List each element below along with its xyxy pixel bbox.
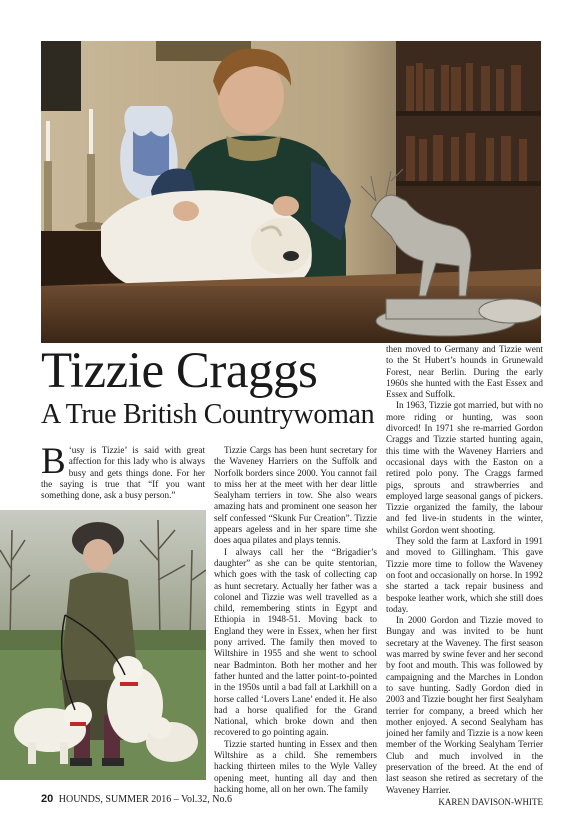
page-number: 20 <box>41 793 54 805</box>
article-subtitle: A True British Countrywoman <box>41 399 375 430</box>
article-headline <box>41 342 376 432</box>
drop-cap: B <box>41 441 66 482</box>
paragraph: then moved to Germany and Tizzie went to the St Hubert’s hounds in Grunewald Forest, near Berlin. During the early 1960s she hunted with the East Essex and Essex and Suffolk. <box>386 344 543 400</box>
page-footer <box>41 793 232 806</box>
intro-text: usy is Tizzie’ is said with great affection for this lady who is always busy and gets things done. For her the saying is true that “If you want something done, ask a busy person.” <box>41 445 205 501</box>
article-column-middle <box>214 445 377 795</box>
paragraph: In 2000 Gordon and Tizzie moved to Bungay and was invited to be hunt secretary at the Waveney. The first season was marred by swine fever and her second by foot and mouth. This was followed by campaigning and the Marches in London to save hunting. Sadly Gordon died in 2003 and Tizzie bought her first Sealyham terrier for company, a breed which her mother enjoyed. A second Sealyham has joined her family and Tizzie is a now keen member of the Working Sealyham Terrier Club and much involved in the preservation of the breed. At the end of last season she retired as secretary of the Waveney Harrier. <box>386 615 543 795</box>
paragraph: Tizzie Cargs has been hunt secretary for the Waveney Harriers on the Suffolk and Norfolk borders since 2000. You cannot fail to miss her at the meet with her dear little Sealyham terriers in tow. She also wears amazing hats and prominent one season her self confessed “Skunk Fur Creation”. Tizzie appears ageless and in her spare time she does aqua pilates and plays tennis. <box>214 445 377 546</box>
intro-quote-mark: ‘ <box>68 445 72 455</box>
article-title: Tizzie Craggs <box>41 343 318 399</box>
publication-info: HOUNDS, SUMMER 2016 – Vol.32, No.6 <box>58 794 233 805</box>
paragraph: In 1963, Tizzie got married, but with no more riding or hunting, was soon divorced! In 1971 she re-married Gordon Craggs and Tizzie started hunting again, this time with the Waveney Harriers and occasional days with the Easton on a retired polo pony. The Craggs farmed pigs, sprouts and strawberries and employed large seasonal gangs of pickers. Tizzie organized the family, the labour and fed live-in students in the winter, whilst Gordon went shooting. <box>386 400 543 535</box>
photo-top-illustration <box>41 41 541 343</box>
author-byline: KAREN DAVISON-WHITE <box>438 796 543 807</box>
paragraph: They sold the farm at Laxford in 1991 and moved to Gillingham. This gave Tizzie more time to follow the Waveney on foot and occasionally on horse. In 1992 she started a tack repair business and bespoke leather work, which she still does today. <box>386 536 543 614</box>
article-intro <box>41 441 205 501</box>
paragraph: Tizzie started hunting in Essex and then Wiltshire as a child. She remembers hacking thirteen miles to the Wyle Valley opening meet, hunting all day and then hacking home, all on her own. The family <box>214 738 377 794</box>
article-column-right <box>386 344 543 808</box>
photo-bottom-illustration <box>0 510 206 780</box>
photo-woman-with-terriers-outdoors <box>0 510 206 780</box>
photo-woman-with-terrier <box>41 41 541 343</box>
paragraph: I always call her the “Brigadier’s daughter” as she can be quite stentorian, which goes with the task of collecting cap as hunt secretary. Actually her father was a colonel and Tizzie was well travelled as a child, remembering stints in Egypt and Ethiopia in 1948-51. Moving back to England they were in Essex, when her first pony arrived. The family then moved to Wiltshire in 1955 and she went to school near Badminton. Both her mother and her father hunted and the latter point-to-pointed in the 1950s until a bad fall at Larkhill on a horse called ‘Lovers Lane’ ended it. He also had a horse qualified for the Grand National, which broke down and then recovered to go pointing again. <box>214 546 377 738</box>
